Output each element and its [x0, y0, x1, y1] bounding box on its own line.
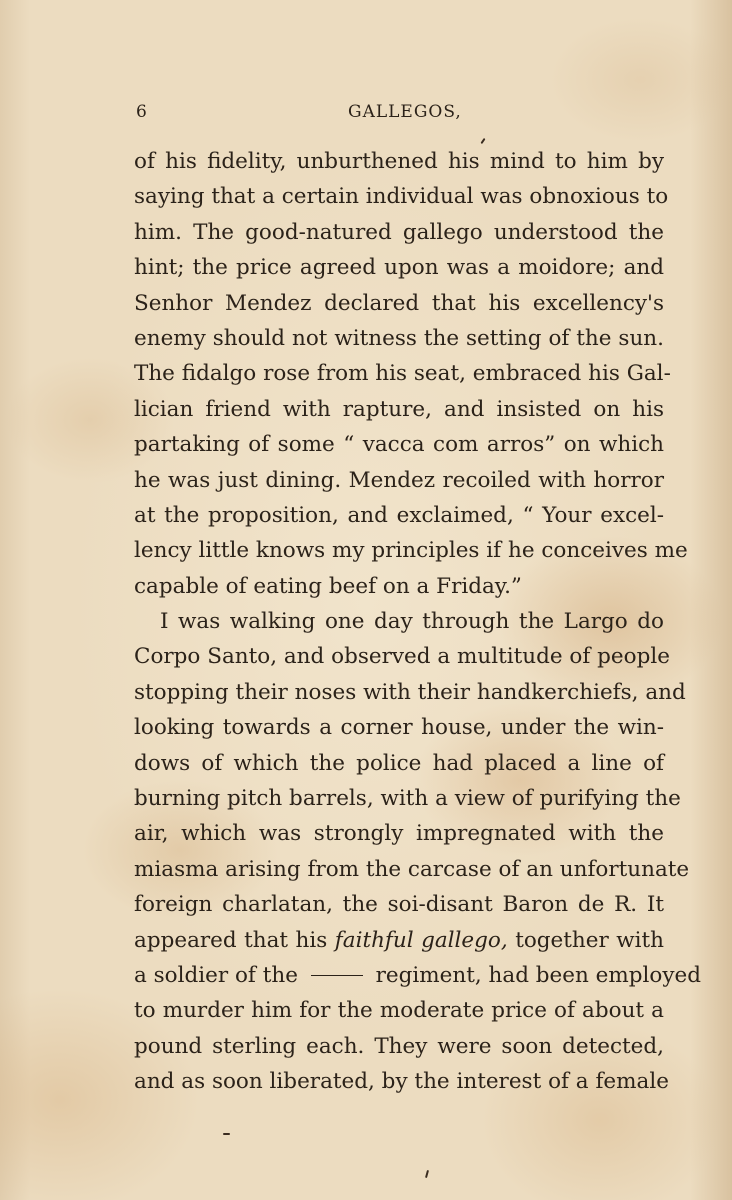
page-number: 6	[136, 102, 148, 122]
text-line: pound sterling each. They were soon detected,	[134, 1033, 664, 1059]
ink-speck	[425, 1170, 429, 1178]
text-line: I was walking one day through the Largo do	[160, 609, 664, 635]
body-text	[134, 144, 702, 1100]
text-line: enemy should not witness the setting of the sun.	[134, 325, 664, 351]
text-line: lician friend with rapture, and insisted on his	[134, 396, 664, 422]
text-line: hint; the price agreed upon was a moidore; and	[134, 255, 664, 281]
text-line: saying that a certain individual was obnoxious to	[134, 184, 669, 210]
ink-speck	[223, 1133, 230, 1135]
text-line: he was just dining. Mendez recoiled with horror	[134, 467, 664, 493]
text-line: capable of eating beef on a Friday.”	[134, 573, 522, 599]
text-line: to murder him for the moderate price of about a	[134, 998, 664, 1024]
text-line: stopping their noses with their handkerchiefs, and	[134, 679, 686, 705]
text-line	[134, 958, 702, 993]
running-head: GALLEGOS,	[348, 102, 462, 122]
text-segment: together with	[515, 927, 664, 953]
text-line: Corpo Santo, and observed a multitude of people	[134, 644, 670, 670]
blank-dash	[311, 975, 363, 976]
text-line: miasma arising from the carcase of an unfortunate	[134, 856, 690, 882]
text-line: dows of which the police had placed a line of	[134, 750, 664, 776]
text-line: The fidalgo rose from his seat, embraced his Gal-	[134, 361, 671, 387]
text-segment: regiment, had been employed	[375, 962, 702, 988]
text-line: burning pitch barrels, with a view of purifying the	[134, 786, 681, 812]
text-line: him. The good-natured gallego understood the	[134, 219, 664, 245]
text-line: air, which was strongly impregnated with the	[134, 821, 664, 847]
text-line: at the proposition, and exclaimed, “ Your excel-	[134, 502, 664, 528]
text-line: partaking of some “ vacca com arros” on which	[134, 432, 664, 458]
italic-text: faithful gallego,	[334, 927, 508, 953]
page-header	[136, 102, 666, 128]
text-line: of his fidelity, unburthened his mind to him by	[134, 149, 664, 174]
text-line: looking towards a corner house, under the win-	[134, 715, 664, 741]
text-line: foreign charlatan, the soi-disant Baron de R. It	[134, 892, 664, 918]
text-line: and as soon liberated, by the interest of a female	[134, 1069, 669, 1095]
text-line: Senhor Mendez declared that his excellency's	[134, 290, 664, 316]
text-segment: a soldier of the	[134, 962, 298, 988]
text-line: lency little knows my principles if he conceives me	[134, 538, 688, 564]
text-line	[134, 923, 664, 958]
text-segment: appeared that his	[134, 927, 328, 953]
